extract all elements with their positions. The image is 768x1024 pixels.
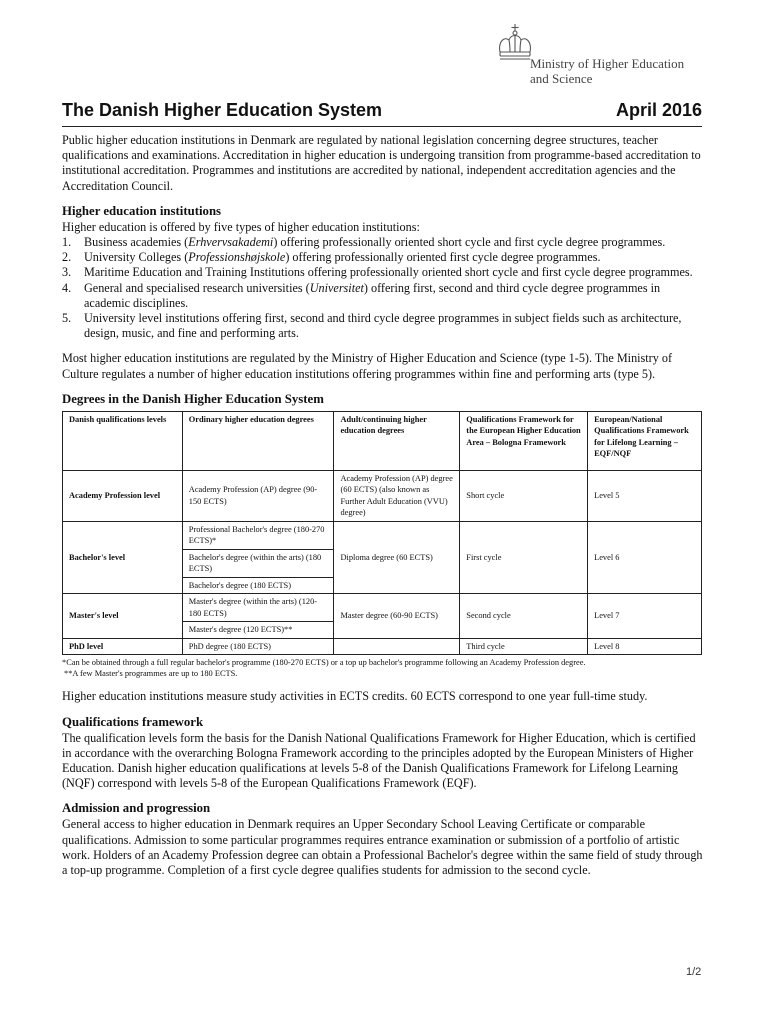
list-number: 3.: [62, 265, 72, 280]
admission-paragraph: General access to higher education in Denmark requires an Upper Secondary School Leaving Certificate or comparable qualifications. Admission to some particular programmes requires entrance examination or submission of a portfolio of artistic work. Holders of an Academy Profession degree can obtain a Professional Bachelor's degree within the same field of study through a top-up programme. Completion of a first cycle degree qualifies students for admission to the second cycle.: [62, 817, 703, 877]
intro-paragraph: Public higher education institutions in Denmark are regulated by national legislation concerning degree structures, teacher qualifications and examinations. Accreditation in higher education is undergoing transition from programme-based accreditation to institutional accreditation. Programmes and institutions are accredited by national, independent accreditation agencies and the Accreditation Council.: [62, 133, 701, 193]
table-row: [63, 470, 702, 521]
document-title: The Danish Higher Education System: [62, 100, 383, 120]
institutions-list: [62, 235, 704, 341]
footnote: **A few Master's programmes are up to 180 ECTS.: [64, 669, 238, 679]
table-row: [63, 638, 702, 655]
table-cell: Master degree (60-90 ECTS): [334, 594, 460, 639]
ects-paragraph: Higher education institutions measure study activities in ECTS credits. 60 ECTS correspond to one year full-time study.: [62, 689, 648, 704]
table-cell: Level 6: [588, 521, 702, 594]
title-row: [62, 100, 702, 127]
table-cell: Diploma degree (60 ECTS): [334, 521, 460, 594]
list-item: [62, 265, 704, 280]
qualifications-heading: Qualifications framework: [62, 714, 204, 729]
table-cell: Level 5: [588, 470, 702, 521]
level-cell: Academy Profession level: [63, 470, 183, 521]
table-cell: Level 8: [588, 638, 702, 655]
column-header: Adult/continuing higher education degrees: [334, 411, 460, 470]
table-cell: Bachelor's degree (within the arts) (180 ECTS): [182, 549, 334, 577]
ministry-line-2: and Science: [530, 71, 593, 86]
table-cell: Academy Profession (AP) degree (60 ECTS) (also known as Further Adult Education (VVU) degree): [334, 470, 460, 521]
list-text: University Colleges (: [84, 250, 189, 265]
column-header: Ordinary higher education degrees: [182, 411, 334, 470]
column-header: Qualifications Framework for the European Higher Education Area – Bologna Framework: [460, 411, 588, 470]
list-emphasis: Professionshøjskole: [188, 250, 286, 265]
table-footnotes: [62, 657, 704, 679]
document-date: April 2016: [615, 100, 702, 120]
list-item: [62, 281, 704, 311]
list-number: 5.: [62, 311, 72, 326]
level-cell: PhD level: [63, 638, 183, 655]
level-cell: Bachelor's level: [63, 521, 183, 594]
column-header: Danish qualifications levels: [63, 411, 183, 470]
list-text: ) offering professionally oriented short cycle and first cycle degree programmes.: [273, 235, 666, 250]
table-cell: Academy Profession (AP) degree (90-150 ECTS): [182, 470, 334, 521]
list-item: [62, 250, 704, 265]
table-cell: Third cycle: [460, 638, 588, 655]
table-cell: [334, 638, 460, 655]
list-text: University level institutions offering first, second and third cycle degree programmes in subject fields such as architecture, design, music, and fine and performing arts.: [84, 311, 682, 341]
list-item: [62, 235, 704, 250]
table-cell: PhD degree (180 ECTS): [182, 638, 334, 655]
degrees-table: [62, 411, 702, 656]
list-number: 4.: [62, 280, 72, 295]
ministry-line-1: Ministry of Higher Education: [530, 56, 685, 71]
table-cell: Short cycle: [460, 470, 588, 521]
table-cell: Master's degree (120 ECTS)**: [182, 622, 334, 639]
list-emphasis: Erhvervsakademi: [188, 235, 274, 250]
list-number: 2.: [62, 250, 72, 265]
table-cell: Second cycle: [460, 594, 588, 639]
table-cell: Professional Bachelor's degree (180-270 ECTS)*: [182, 521, 334, 549]
institutions-after: Most higher education institutions are regulated by the Ministry of Higher Education and Science (type 1-5). The Ministry of Culture regulates a number of higher education institutions offering programmes within fine and performing arts (type 5).: [62, 351, 673, 381]
table-row: [63, 521, 702, 549]
qualifications-paragraph: The qualification levels form the basis for the Danish National Qualifications Framework for Higher Education, which is certified in accordance with the overarching Bologna Framework according to the principles adopted by the European Ministers of Higher Education. Danish higher education qualifications at levels 5-8 of the Danish Qualifications Framework for Lifelong Learning (NQF) correspond with levels 5-8 of the European Qualifications Framework (EQF).: [62, 730, 696, 791]
list-number: 1.: [62, 235, 72, 250]
institutions-lead: Higher education is offered by five types of higher education institutions:: [62, 219, 420, 234]
page-number: 1/2: [686, 966, 702, 978]
list-text: Business academies (: [84, 235, 189, 250]
list-item: [62, 311, 704, 341]
footnote: *Can be obtained through a full regular bachelor's programme (180-270 ECTS) or a top up bachelor's programme following an Academy Profession degree.: [62, 658, 586, 668]
document-body: [62, 133, 704, 888]
ministry-name: [530, 56, 730, 86]
table-cell: First cycle: [460, 521, 588, 594]
list-emphasis: Universitet: [309, 280, 364, 295]
admission-heading: Admission and progression: [62, 801, 211, 816]
list-text: ) offering professionally oriented first cycle degree programmes.: [285, 250, 601, 265]
list-text: ) offering first, second and third cycle degree programmes in academic disciplines.: [84, 280, 661, 310]
degrees-heading: Degrees in the Danish Higher Education System: [62, 391, 324, 406]
institutions-heading: Higher education institutions: [62, 203, 222, 218]
level-cell: Master's level: [63, 594, 183, 639]
list-text: General and specialised research universities (: [84, 280, 310, 295]
column-header: European/National Qualifications Framework for Lifelong Learning – EQF/NQF: [588, 411, 702, 470]
table-header-row: [63, 411, 702, 470]
table-row: [63, 594, 702, 622]
table-cell: Bachelor's degree (180 ECTS): [182, 577, 334, 594]
list-text: Maritime Education and Training Institutions offering professionally oriented short cycle and first cycle degree programmes.: [84, 265, 693, 280]
table-cell: Level 7: [588, 594, 702, 639]
table-cell: Master's degree (within the arts) (120-180 ECTS): [182, 594, 334, 622]
